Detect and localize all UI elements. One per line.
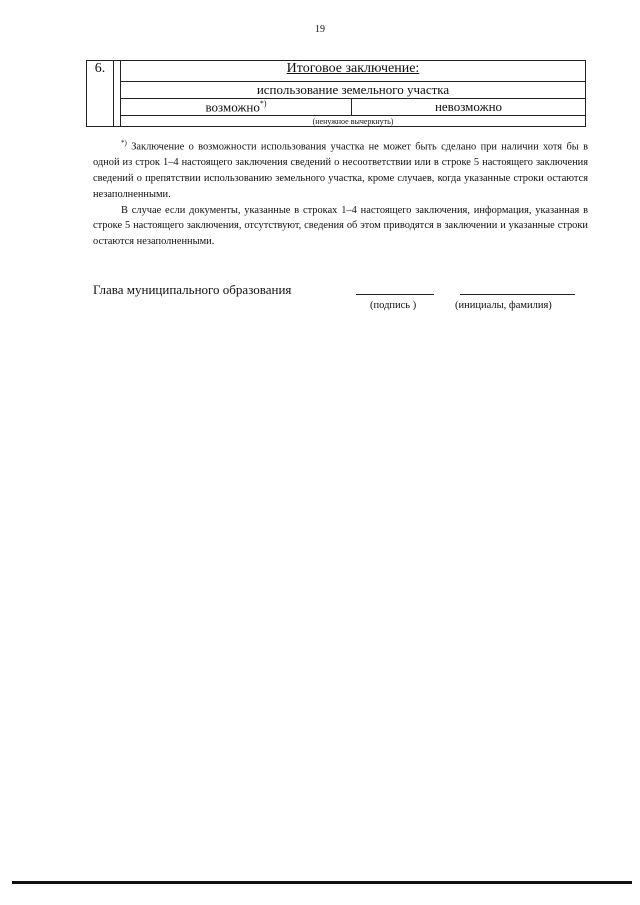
strike-note: (ненужное вычеркнуть) bbox=[121, 116, 586, 127]
bottom-rule bbox=[12, 881, 632, 884]
row-number: 6. bbox=[87, 61, 114, 127]
footnote-paragraph-1 bbox=[93, 136, 588, 203]
footnote bbox=[93, 136, 588, 250]
conclusion-subtitle: использование земельного участка bbox=[121, 82, 586, 99]
conclusion-table bbox=[86, 60, 586, 127]
option-possible-cell bbox=[121, 99, 352, 116]
name-line bbox=[460, 294, 575, 295]
page-number: 19 bbox=[315, 24, 325, 35]
signature-caption: (подпись ) bbox=[370, 300, 417, 311]
conclusion-title: Итоговое заключение: bbox=[286, 61, 420, 76]
footnote-marker: *) bbox=[121, 139, 127, 147]
name-caption: (инициалы, фамилия) bbox=[455, 300, 552, 311]
option-impossible: невозможно bbox=[352, 99, 586, 116]
signature-line bbox=[356, 294, 434, 295]
footnote-paragraph-2: В случае если документы, указанные в строках 1–4 настоящего заключения, информация, указанная в строке 5 настоящего заключения, отсутствуют, сведения об этом приводятся в заключении и указанные строки остаются незаполненными. bbox=[93, 204, 588, 248]
option-possible-footnote-mark: *) bbox=[259, 99, 267, 108]
signature-label: Глава муниципального образования bbox=[93, 282, 292, 297]
conclusion-title-cell bbox=[121, 61, 586, 82]
row-spacer bbox=[114, 61, 121, 127]
footnote-paragraph-1-text: Заключение о возможности использования участка не может быть сделано при наличии хотя бы в одной из строк 1–4 настоящего заключения сведений о несоответствии или в строке 5 настоящего заключения сведений о препятствии использованию земельного участка, кроме случаев, когда указанные строки остаются незаполненными. bbox=[93, 141, 588, 200]
option-possible: возможно bbox=[205, 99, 260, 115]
